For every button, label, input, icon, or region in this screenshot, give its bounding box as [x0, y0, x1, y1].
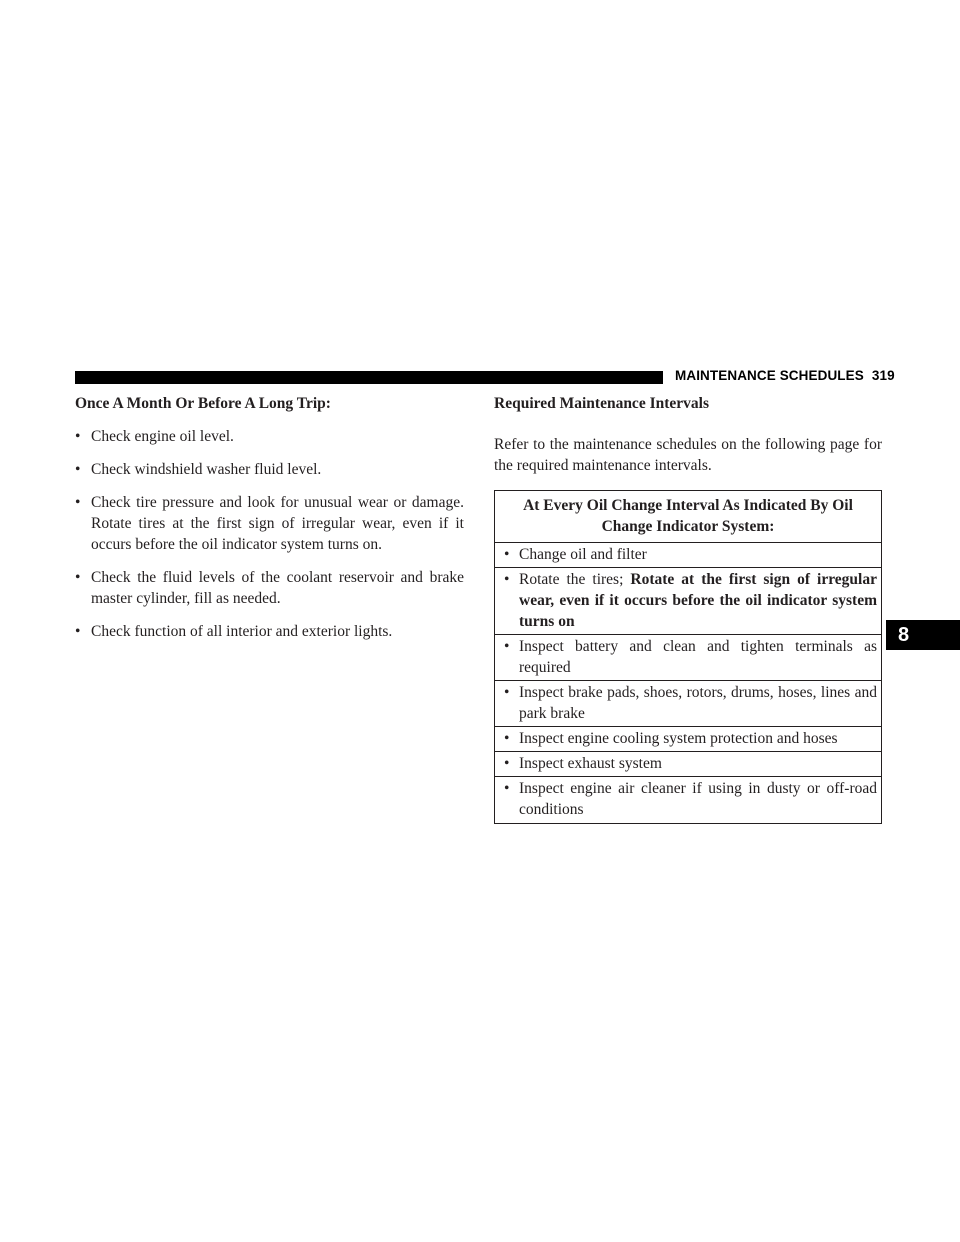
monthly-check-heading: Once A Month Or Before A Long Trip:	[75, 395, 331, 412]
page-number: 319	[871, 368, 895, 383]
box-item	[495, 727, 881, 752]
box-item	[495, 681, 881, 727]
box-item-text: Inspect engine air cleaner if using in dusty or off-road conditions	[519, 780, 877, 818]
list-item: • Check function of all interior and exterior lights.	[75, 621, 464, 642]
list-item: • Check the fluid levels of the coolant reservoir and brake master cylinder, fill as needed.	[75, 567, 464, 609]
bullet-icon: •	[504, 638, 510, 655]
box-item	[495, 777, 881, 823]
list-item: • Check tire pressure and look for unusual wear or damage. Rotate tires at the first sign of irregular wear, even if it occurs before the oil indicator system turns on.	[75, 492, 464, 555]
box-item	[495, 752, 881, 777]
box-title: At Every Oil Change Interval As Indicated By Oil Change Indicator System:	[495, 491, 881, 543]
bullet-icon: •	[504, 684, 510, 701]
box-item-text: Inspect engine cooling system protection and hoses	[519, 730, 838, 747]
chapter-tab: 8	[886, 620, 960, 650]
running-header	[675, 368, 895, 383]
required-intervals-heading: Required Maintenance Intervals	[494, 395, 709, 412]
right-column	[494, 393, 882, 824]
monthly-check-list	[75, 426, 464, 642]
box-item-text: Inspect battery and clean and tighten terminals as required	[519, 638, 877, 676]
oil-change-interval-box	[494, 490, 882, 824]
header-rule	[75, 371, 663, 384]
box-item	[495, 568, 881, 635]
section-title: MAINTENANCE SCHEDULES	[675, 368, 864, 383]
intervals-intro-paragraph: Refer to the maintenance schedules on the following page for the required maintenance intervals.	[494, 436, 882, 474]
left-column	[75, 393, 464, 642]
bullet-icon: •	[504, 780, 510, 797]
box-item-text: Rotate the tires;	[519, 571, 624, 588]
bullet-icon: •	[504, 755, 510, 772]
list-item: • Check engine oil level.	[75, 426, 464, 447]
box-item-text: Inspect brake pads, shoes, rotors, drums, hoses, lines and park brake	[519, 684, 877, 722]
bullet-icon: •	[504, 730, 510, 747]
list-item: • Check windshield washer fluid level.	[75, 459, 464, 480]
box-item	[495, 543, 881, 568]
box-item-text: Inspect exhaust system	[519, 755, 662, 772]
bullet-icon: •	[504, 546, 510, 563]
box-item	[495, 635, 881, 681]
bullet-icon: •	[504, 571, 510, 588]
box-item-text: Change oil and filter	[519, 546, 647, 563]
box-item-bold-text: Rotate at the first sign of irregular wear, even if it occurs before the oil indicator system turns on	[519, 571, 877, 630]
